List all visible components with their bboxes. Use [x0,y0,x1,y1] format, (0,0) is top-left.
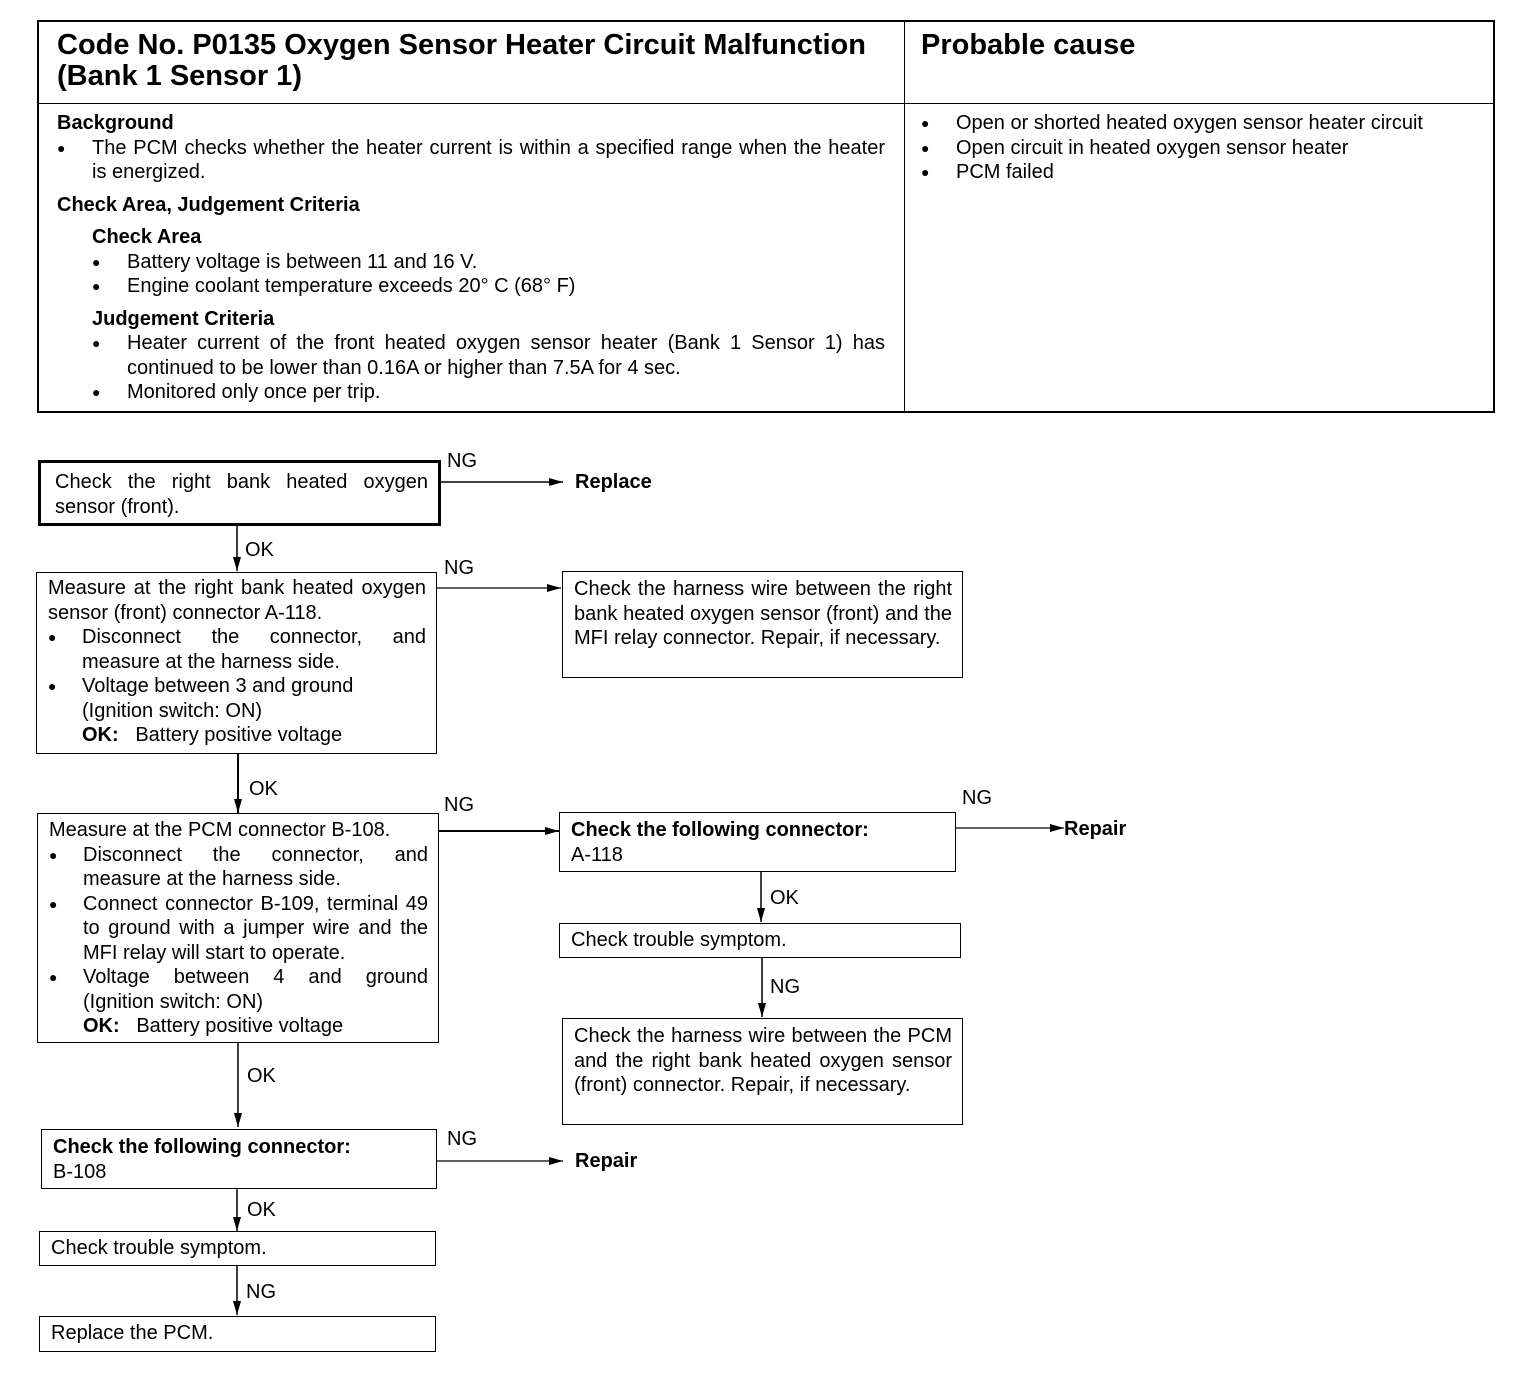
connector-id-b108: B-108 [53,1160,107,1183]
step3-item: ● Voltage between 4 and ground (Ignition switch: ON) [49,965,428,1014]
step2-ng-label: NG [444,557,474,579]
a118-ok-label: OK [770,887,799,909]
check-trouble-symptom-box-2 [39,1231,436,1266]
check-harness-pcm-box [562,1018,963,1125]
step3-intro: Measure at the PCM connector B-108. [49,819,391,841]
step4-ok-label: OK [247,1199,276,1221]
step2-ng-harness-text: Check the harness wire between the right bank heated oxygen sensor (front) and the MFI relay connector. Repair, if necessary. [574,578,952,649]
trouble-symptom-text: Check trouble symptom. [571,929,787,951]
step3-measure-b108-box [37,813,439,1043]
step2-ok-value: Battery positive voltage [135,724,343,746]
step3-ok-value: Battery positive voltage [136,1015,344,1037]
step3-ok-criterion [49,1014,428,1039]
check-connector-a118-box [559,812,956,872]
check-area-judgement-heading: Check Area, Judgement Criteria [57,193,360,216]
check-area-item: ● Engine coolant temperature exceeds 20° C (68° F) [92,274,885,299]
probable-cause-title: Probable cause [921,29,1136,61]
symptom1-ng-label: NG [770,976,800,998]
step5-ng-label: NG [246,1281,276,1303]
check-connector-heading: Check the following connector: [571,819,869,841]
probable-cause-item: ● PCM failed [921,160,1481,185]
check-area-item: ● Battery voltage is between 11 and 16 V. [92,250,885,275]
replace-pcm-box [39,1316,436,1352]
step3-ok-label: OK: [83,1015,120,1037]
step2-ng-harness-box [562,571,963,678]
probable-cause-item: ● Open circuit in heated oxygen sensor heater [921,136,1481,161]
check-trouble-symptom-box-1 [559,923,961,958]
background-section [57,111,885,405]
check-area-section [57,225,885,405]
step2-ok-label-arrow: OK [249,778,278,800]
background-heading: Background [57,112,174,134]
step4-ng-result-repair: Repair [575,1150,638,1172]
step3-ok-label-arrow: OK [247,1065,276,1087]
step3-ng-label: NG [444,794,474,816]
judgement-criteria-item: ● Monitored only once per trip. [92,380,885,405]
step1-ng-result-replace: Replace [575,471,652,493]
step2-intro: Measure at the right bank heated oxygen sensor (front) connector A-118. [48,577,426,624]
table-column-divider [904,22,905,411]
step3-item: ● Disconnect the connector, and measure at the harness side. [49,843,428,892]
check-connector-heading: Check the following connector: [53,1136,351,1158]
trouble-symptom-text: Check trouble symptom. [51,1237,267,1259]
probable-cause-list [921,111,1481,185]
judgement-criteria-heading: Judgement Criteria [92,307,275,330]
step1-ng-label: NG [447,450,477,472]
judgement-criteria-item: ● Heater current of the front heated oxygen sensor heater (Bank 1 Sensor 1) has continued to be lower than 0.16A or higher than 7.5A for 4 sec. [92,331,885,380]
step1-ok-label: OK [245,539,274,561]
background-item: ● The PCM checks whether the heater current is within a specified range when the heater is energized. [57,136,885,185]
check-connector-b108-box [41,1129,437,1189]
a118-ng-label: NG [962,787,992,809]
step2-item: ● Disconnect the connector, and measure at the harness side. [48,625,426,674]
step1-text: Check the right bank heated oxygen sensor (front). [55,471,428,518]
check-harness-pcm-text: Check the harness wire between the PCM and the right bank heated oxygen sensor (front) connector. Repair, if necessary. [574,1025,952,1096]
a118-ng-result-repair: Repair [1064,818,1127,840]
step4-ng-label: NG [447,1128,477,1150]
code-title: Code No. P0135 Oxygen Sensor Heater Circuit Malfunction (Bank 1 Sensor 1) [57,29,866,92]
step2-measure-a118-box [36,572,437,754]
diagnostic-code-table [37,20,1495,413]
check-area-heading: Check Area [92,226,202,248]
step1-check-sensor-box [38,460,441,526]
step3-item: ● Connect connector B-109, terminal 49 to ground with a jumper wire and the MFI relay will start to operate. [49,892,428,966]
connector-id-a118: A-118 [571,843,623,866]
step2-ok-label: OK: [82,724,119,746]
replace-pcm-text: Replace the PCM. [51,1322,214,1344]
table-row-divider [39,103,1493,104]
step2-ok-criterion [48,723,426,748]
step2-item: ● Voltage between 3 and ground (Ignition switch: ON) [48,674,426,723]
probable-cause-item: ● Open or shorted heated oxygen sensor heater circuit [921,111,1481,136]
